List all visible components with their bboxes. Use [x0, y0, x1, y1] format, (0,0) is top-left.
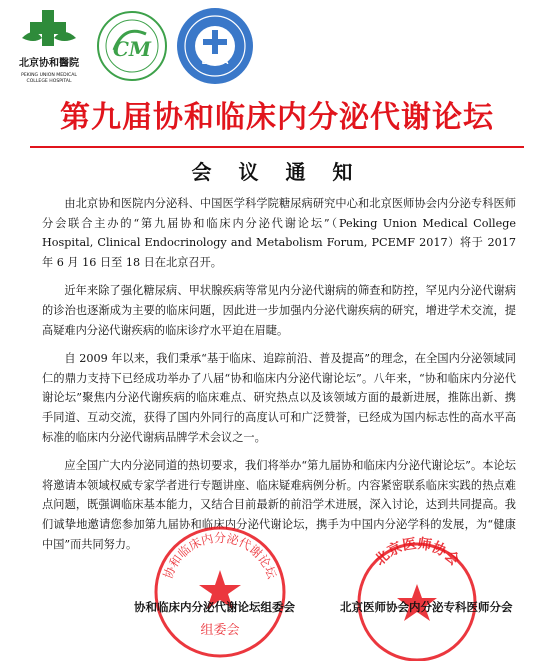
bmda-letters: BMDA — [201, 57, 229, 66]
cm-logo-icon — [94, 4, 170, 88]
notice-body — [42, 194, 516, 563]
bmda-logo-icon — [174, 4, 256, 88]
seal-right-ring: 北京医师协会 — [371, 536, 463, 569]
puh-name-en-1: PEKING UNION MEDICAL — [21, 73, 77, 78]
paragraph-4: 应全国广大内分泌同道的热切要求，我们将举办“第九届协和临床内分泌代谢论坛”。本论坛将邀请本领域权威专家学者进行专题讲座、临床疑难病例分析。内容紧密联系临床实践的热点难点问题，既强调临床基本能力，又结合目前最新的前沿学术进展，深入讨论，达到共同提高。我们诚挚地邀请您参加第九届协和临床内分泌代谢论坛，携手为中国内分泌学科的发展，为“健康中国”而共同努力。 — [42, 459, 516, 551]
paragraph-2: 近年来除了强化糖尿病、甲状腺疾病等常见内分泌代谢病的筛查和防控，罕见内分泌代谢病的诊治也逐渐成为主要的临床问题，因此进一步加强内分泌代谢疾病的研究，增进学术交流，提高疑难内分泌代谢疾病的临床诊疗水平迫在眉睫。 — [42, 284, 516, 337]
paragraph-3: 自 2009 年以来，我们秉承“基于临床、追踪前沿、普及提高”的理念，在全国内分泌领域同仁的鼎力支持下已经成功举办了八届“协和临床内分泌代谢论坛”。八年来，“协和临床内分泌代谢论坛”聚焦内分泌代谢疾病的临床难点、研究热点以及该领域方面的最新进展，推陈出新、携手同道、互动交流，获得了国内外同行的高度认可和广泛赞誉，已经成为国内标志性的高水平高标准的临床内分泌代谢病品牌学术会议之一。 — [42, 352, 516, 444]
puh-name-en-2: COLLEGE HOSPITAL — [26, 79, 72, 84]
svg-text:北京医师协会 — [372, 536, 463, 569]
logo-row — [8, 4, 268, 90]
paragraph-1: 由北京协和医院内分泌科、中国医学科学院糖尿病研究中心和北京医师协会内分泌专科医师分会联合主办的“第九届协和临床内分泌代谢论坛”（Peking Union Medical College Hospital, Clinical Endocrinology and Metabolism Forum, PCEMF 2017）将于 2017 年 6 月 16 日至 18 日在北京召开。 — [42, 197, 516, 269]
organizing-committee-seal-icon — [150, 522, 290, 661]
puh-logo-icon — [8, 4, 90, 88]
cm-letters: CM — [112, 37, 152, 61]
title-divider — [30, 146, 524, 148]
seal-left-center: 组委会 — [200, 623, 240, 638]
seal-left-ring: 协和临床内分泌代谢论坛 — [160, 530, 280, 581]
main-title: 第九届协和临床内分泌代谢论坛 — [60, 100, 494, 135]
signature-organizing-committee: 协和临床内分泌代谢论坛组委会 — [134, 600, 295, 614]
notice-heading: 会 议 通 知 — [191, 160, 363, 184]
signature-physician-association: 北京医师协会内分泌专科医师分会 — [340, 600, 513, 614]
puh-name-cn: 北京协和醫院 — [19, 58, 79, 69]
